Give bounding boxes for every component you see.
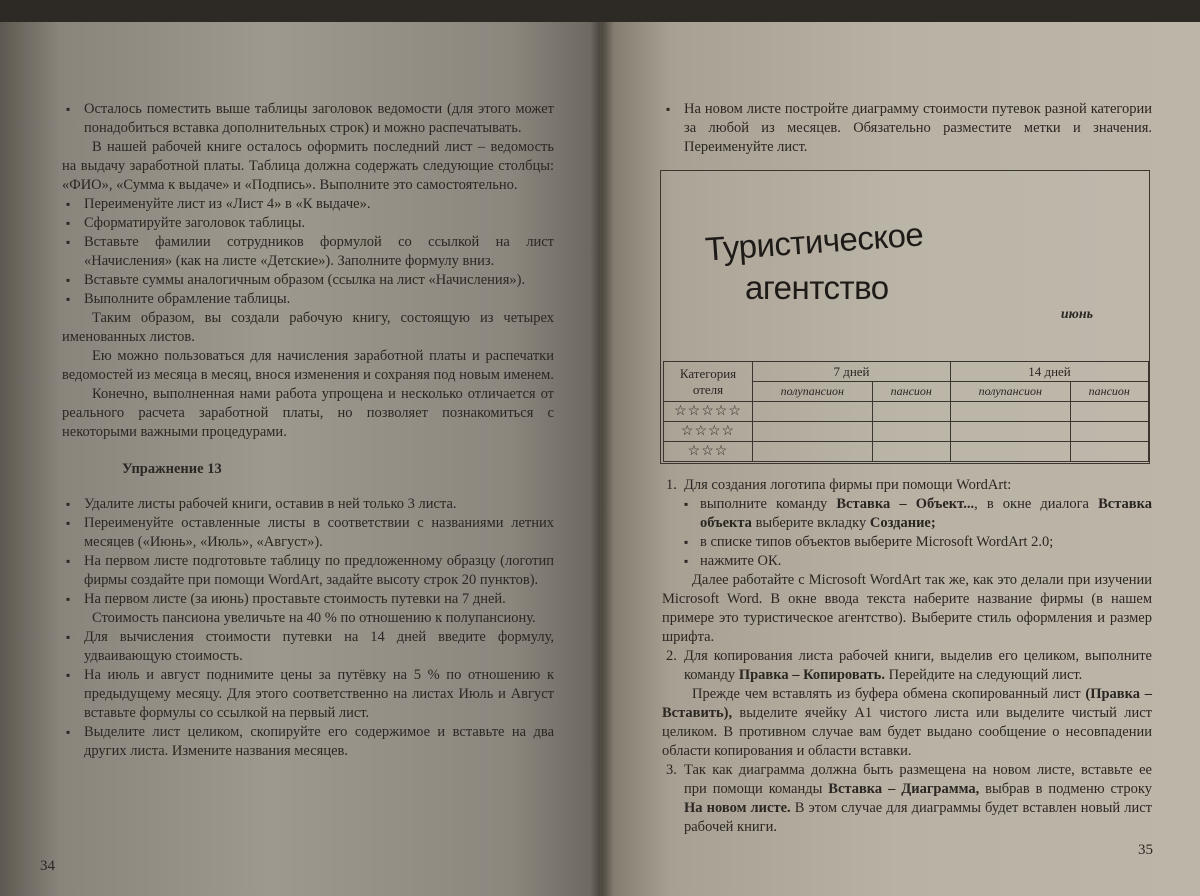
list-item: ▪ Переименуйте лист из «Лист 4» в «К выдаче». [62, 195, 554, 214]
command-text: Вставка – Объект... [836, 496, 975, 512]
list-item: ▪ На первом листе подготовьте таблицу по предложенному образцу (логотип фирмы создайте при помощи WordArt, задайте высоту строк 20 пунктов). [62, 552, 554, 590]
subheader-half-board: полупансион [753, 382, 873, 402]
table-cell [872, 402, 950, 422]
paragraph: В нашей рабочей книге осталось оформить последний лист – ведомость на выдачу заработной платы. Таблица должна содержать следующие столбцы: «ФИО», «Сумма к выдаче» и «Подпись». Выполните это самостоятельно. [62, 139, 554, 193]
table-row [664, 422, 1149, 442]
text: Прежде чем вставлять из буфера обмена скопированный лист [692, 686, 1086, 702]
category-header-line2: отеля [692, 381, 724, 397]
exercise-title: Упражнение 13 [122, 461, 222, 477]
text: выбрав в подменю строку [979, 781, 1152, 797]
list-item: ▪ Вставьте фамилии сотрудников формулой со ссылкой на лист «Начисления» (как на листе «Детские»). Заполните формулу вниз. [62, 233, 554, 271]
list-item: ▪ в списке типов объектов выберите Microsoft WordArt 2.0; [662, 533, 1152, 552]
item-number: 3. [666, 762, 677, 778]
numbered-item [662, 647, 1152, 685]
table-cell [950, 442, 1070, 462]
list-item: ▪ Осталось поместить выше таблицы заголовок ведомости (для этого может понадобиться вставка дополнительных строк) и можно распечатывать. [62, 100, 554, 138]
command-text: Создание; [869, 515, 936, 531]
text: Для копирования листа рабочей книги, выделив его целиком, выполните команду [684, 648, 1152, 683]
text: Перейдите на следующий лист. [884, 667, 1083, 683]
table-cell [950, 402, 1070, 422]
text: выберите вкладку [751, 515, 870, 531]
list-item: ▪ Выделите лист целиком, скопируйте его содержимое и вставьте на два других листа. Измените названия месяцев. [62, 723, 554, 761]
subheader-half-board: полупансион [950, 382, 1070, 402]
paragraph [662, 685, 1152, 761]
command-text: На новом листе. [684, 800, 791, 816]
category-header-line1: Категория [679, 365, 737, 381]
list-item [662, 495, 1152, 533]
list-item: ▪ Сформатируйте заголовок таблицы. [62, 214, 554, 233]
list-item: ▪ Для вычисления стоимости путевки на 14 дней введите формулу, удваивающую стоимость. [62, 628, 554, 666]
numbered-item [662, 476, 1152, 495]
list-item: ▪ Выполните обрамление таблицы. [62, 290, 554, 309]
page-number-left: 34 [40, 858, 55, 874]
table-cell [753, 442, 873, 462]
table-cell [1070, 422, 1148, 442]
price-table [663, 361, 1149, 462]
numbered-item [662, 761, 1152, 837]
group-7-header: 7 дней [753, 362, 951, 382]
list-item: ▪ На новом листе постройте диаграмму стоимости путевок разной категории за любой из месяцев. Обязательно разместите метки и значения. Переименуйте лист. [662, 100, 1152, 157]
page-number-right: 35 [1138, 842, 1153, 858]
command-text: Вставка – Диаграмма, [828, 781, 980, 797]
list-item: ▪ На первом листе (за июнь) проставьте стоимость путевки на 7 дней. [62, 590, 554, 609]
table-cell [1070, 402, 1148, 422]
paragraph: Ею можно пользоваться для начисления заработной платы и распечатки ведомостей из месяца в месяц, внося изменения и сохраняя под новым именем. [62, 348, 554, 383]
text: выделите ячейку А1 чистого листа или выделите чистый лист целиком. В противном случае вам будет выдано сообщение о несовпадении области копирования и области вставки. [662, 705, 1152, 759]
item-number: 2. [666, 648, 677, 664]
right-intro [662, 100, 1152, 157]
month-label: июнь [1060, 307, 1093, 322]
table-row [664, 442, 1149, 462]
paragraph: Таким образом, вы создали рабочую книгу, состоящую из четырех именованных листов. [62, 310, 554, 345]
book-gutter [590, 0, 614, 896]
command-text: (Правка – Вставить), [662, 686, 1152, 721]
table-cell [753, 422, 873, 442]
table-cell [872, 422, 950, 442]
table-cell [753, 402, 873, 422]
subheader-full-board: пансион [872, 382, 950, 402]
table-row [664, 402, 1149, 422]
table-cell [950, 422, 1070, 442]
subheader-full-board: пансион [1070, 382, 1148, 402]
stars-cell: ☆☆☆☆☆ [664, 402, 753, 422]
paragraph: Конечно, выполненная нами работа упрощена и несколько отличается от реального расчета заработной платы, но позволяет познакомиться с некоторыми важными процедурами. [62, 386, 554, 440]
text: , в окне диалога [974, 496, 1099, 512]
wordart-line-2: агентство [745, 269, 889, 306]
list-item: ▪ нажмите ОК. [662, 552, 1152, 571]
group-14-header: 14 дней [950, 362, 1148, 382]
paragraph: Далее работайте с Microsoft WordArt так же, как это делали при изучении Microsoft Word. В окне ввода текста наберите название фирмы (в нашем примере это туристическое агентство). Выберите стиль оформления и размер шрифта. [662, 572, 1152, 645]
list-item: ▪ Переименуйте оставленные листы в соответствии с названиями летних месяцев («Июнь», «Июль», «Август»). [62, 514, 554, 552]
text: выполните команду [700, 496, 837, 512]
text: В этом случае для диаграммы будет вставлен новый лист рабочей книги. [684, 800, 1153, 835]
paragraph: Стоимость пансиона увеличьте на 40 % по отношению к полупансиону. [92, 610, 536, 626]
table-row [664, 362, 1149, 382]
left-page-text [62, 100, 554, 761]
right-page-text [662, 476, 1152, 837]
top-shadow [0, 0, 1200, 22]
list-item: ▪ Вставьте суммы аналогичным образом (ссылка на лист «Начисления»). [62, 271, 554, 290]
category-header [664, 362, 753, 402]
wordart-line-1: Туристическое [703, 215, 925, 268]
step-text: Для создания логотипа фирмы при помощи WordArt: [684, 477, 1012, 493]
list-item: ▪ На июль и август поднимите цены за путёвку на 5 % по отношению к предыдущему месяцу. Для этого соответственно на листах Июль и Август вставьте формулы со ссылкой на первый лист. [62, 666, 554, 723]
table-cell [1070, 442, 1148, 462]
logo-table-figure [660, 170, 1150, 464]
stars-cell: ☆☆☆☆ [664, 422, 753, 442]
table-cell [872, 442, 950, 462]
stars-cell: ☆☆☆ [664, 442, 753, 462]
item-number: 1. [666, 477, 677, 493]
text: Так как диаграмма должна быть размещена на новом листе, вставьте ее при помощи команды [684, 762, 1152, 797]
command-text: Вставка объекта [700, 496, 1152, 531]
command-text: Правка – Копировать. [738, 667, 885, 683]
list-item: ▪ Удалите листы рабочей книги, оставив в ней только 3 листа. [62, 495, 554, 514]
